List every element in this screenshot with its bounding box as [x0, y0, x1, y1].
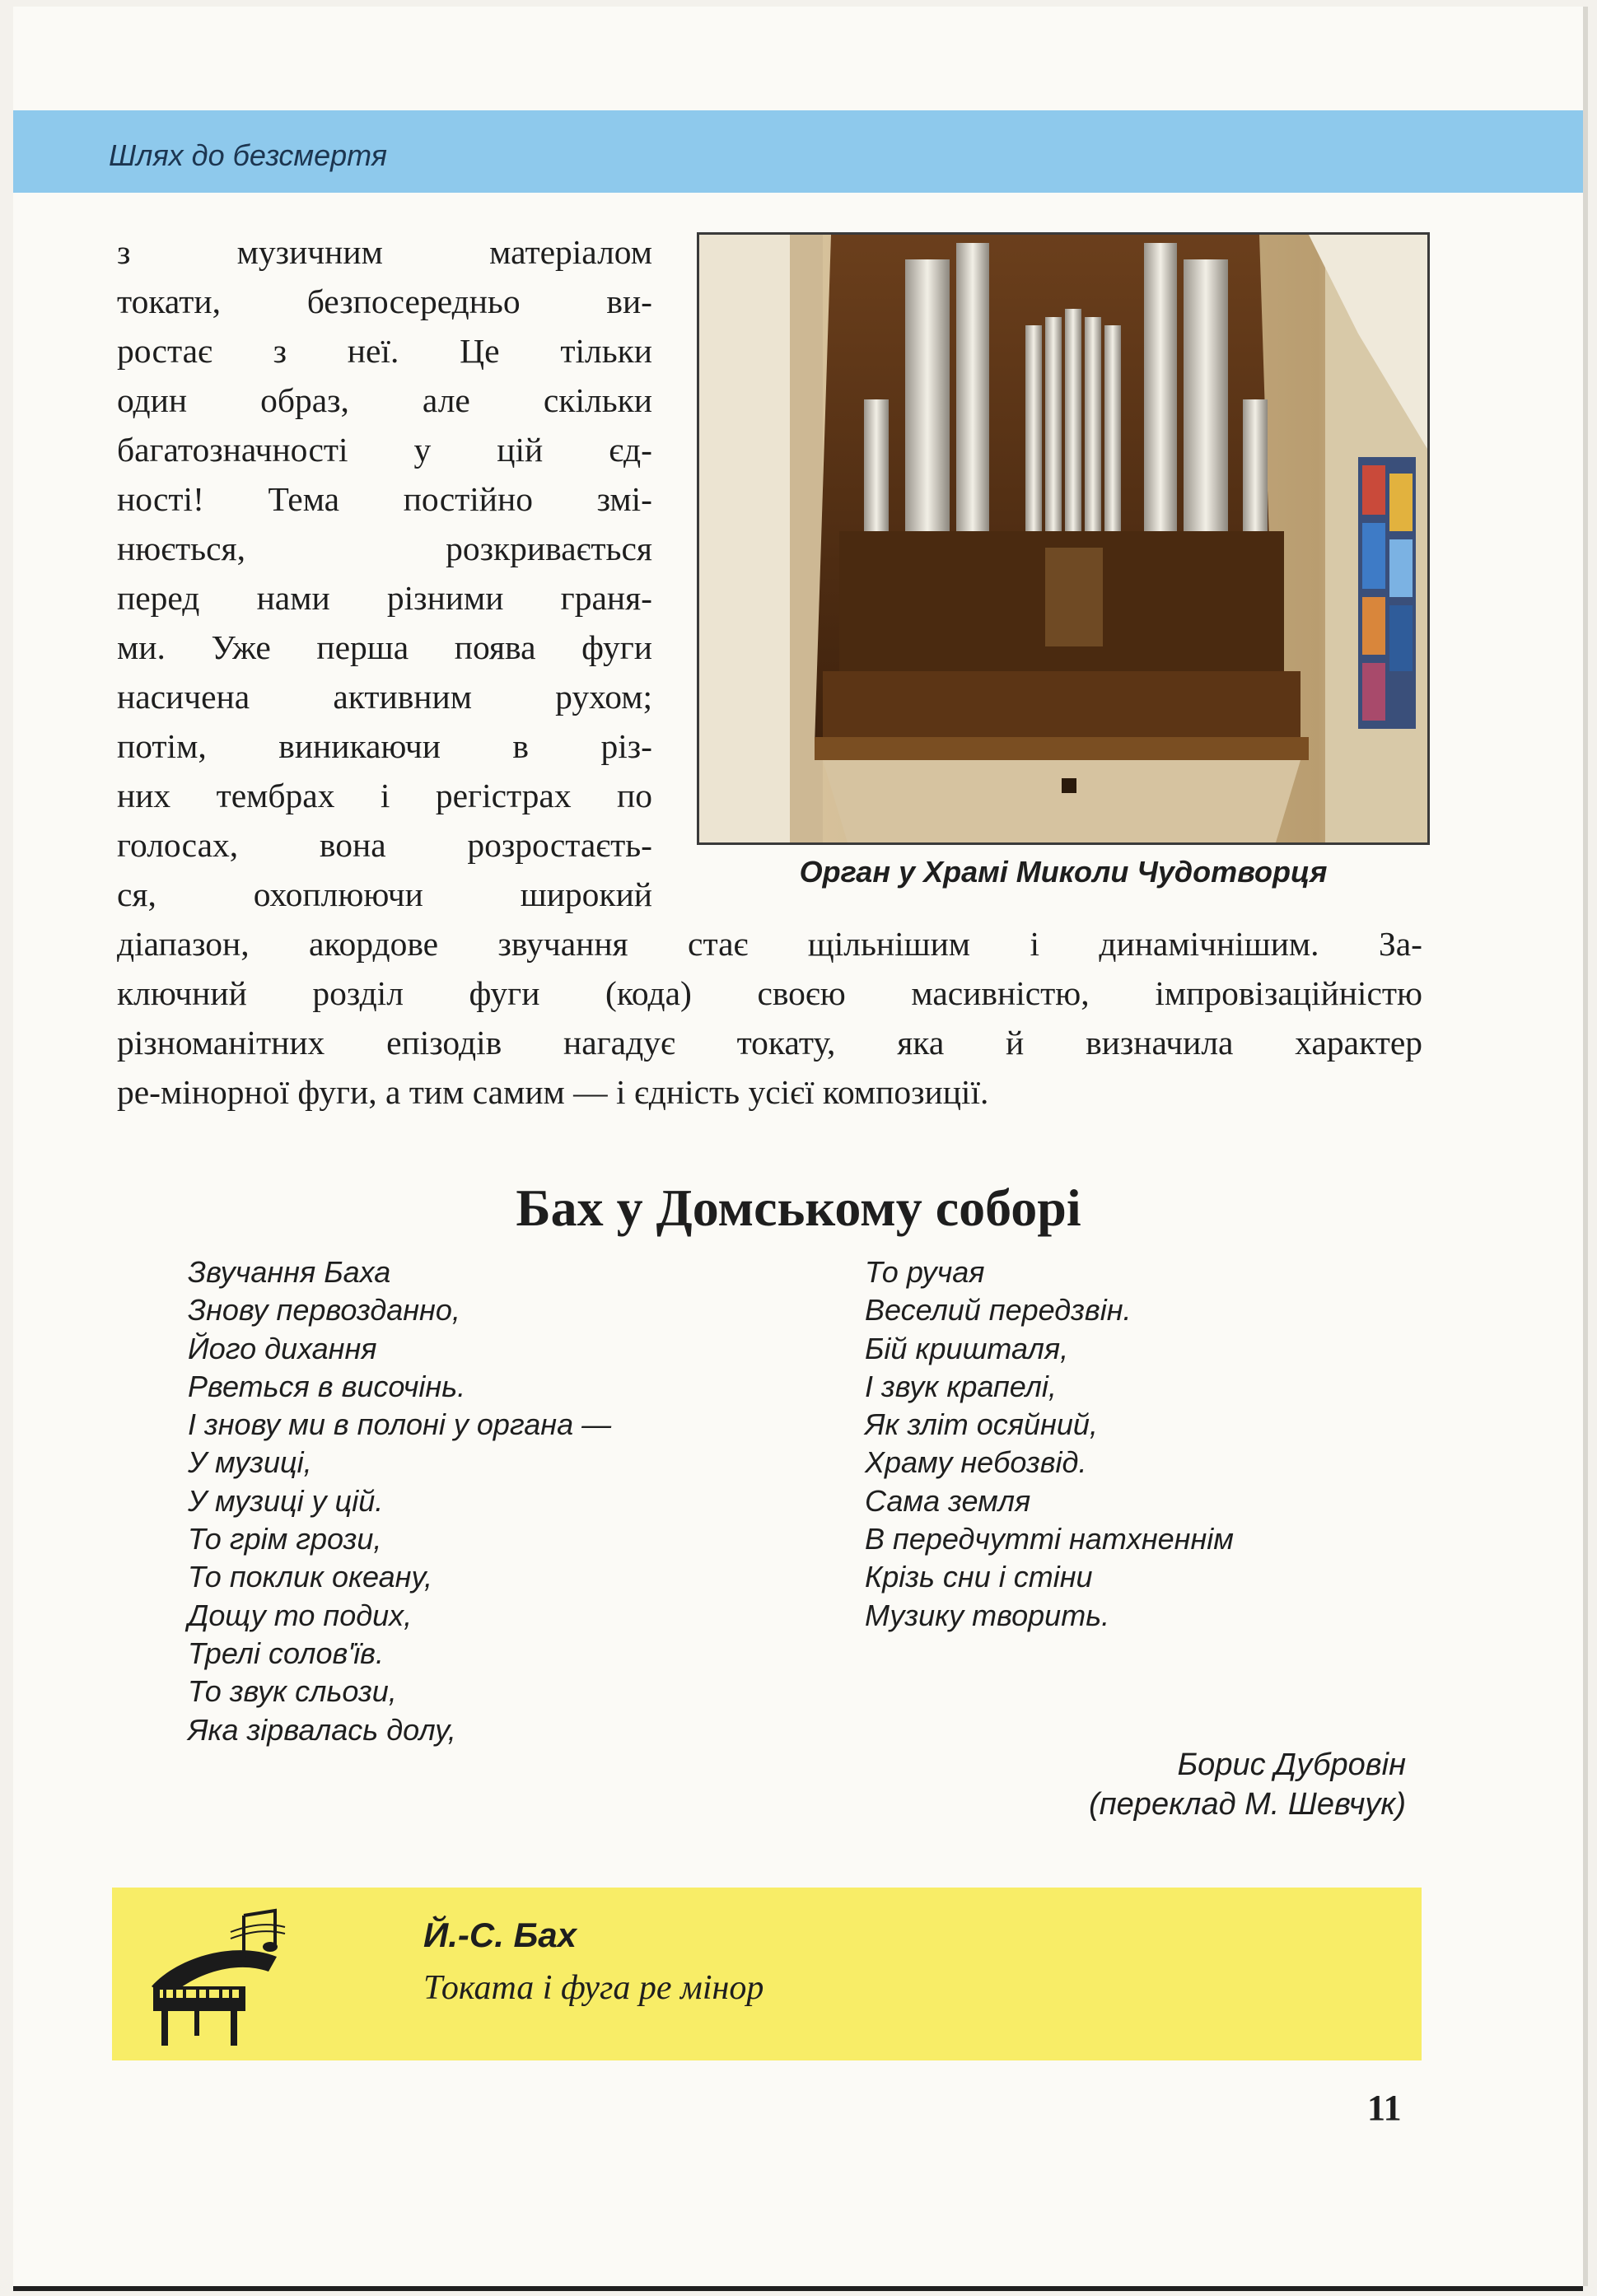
poem-line: Знову первозданно, — [188, 1293, 460, 1328]
poem-line: Трелі солов'їв. — [188, 1636, 384, 1670]
poem-line: В передчутті натхненнім — [865, 1522, 1234, 1556]
organ-photo — [697, 232, 1430, 845]
poem-line: Храму небозвід. — [865, 1445, 1087, 1480]
poem-line: Крізь сни і стіни — [865, 1560, 1093, 1594]
body-text-line: різноманітних епізодів нагадує токату, яка й визначила характер — [117, 1024, 1422, 1062]
poem-column-right — [865, 1253, 1234, 1635]
body-text-full — [117, 919, 1422, 1117]
photo-caption: Орган у Храмі Миколи Чудотворця — [799, 855, 1328, 889]
poem-title: Бах у Домському соборі — [516, 1178, 1081, 1237]
poem-line: І звук крапелі, — [865, 1369, 1057, 1403]
body-text-line: потім, виникаючи в різ- — [117, 727, 652, 765]
listening-box — [112, 1888, 1422, 2060]
listening-composer: Й.-С. Бах — [423, 1916, 577, 1954]
body-text-line: насичена активним рухом; — [117, 678, 652, 716]
body-text-line: голосах, вона розростаєть- — [117, 826, 652, 864]
poem-line: Його дихання — [188, 1331, 377, 1365]
piano-music-icon — [145, 1907, 289, 2051]
poem-line: То звук сльози, — [188, 1674, 397, 1709]
poem-line: То поклик океану, — [188, 1560, 433, 1594]
poem-line: Музику творить. — [865, 1598, 1110, 1632]
poem-line: У музиці у цій. — [188, 1483, 384, 1518]
body-text-line: ключний розділ фуги (кода) своєю масивністю, імпровізаційністю — [117, 974, 1422, 1012]
poem-line: У музиці, — [188, 1445, 312, 1480]
body-text-line: ності! Тема постійно змі- — [117, 480, 652, 518]
body-text-wrapped — [117, 227, 652, 919]
poem-translator: (переклад М. Шевчук) — [1089, 1787, 1406, 1822]
body-text-line: ми. Уже перша поява фуги — [117, 628, 652, 666]
poem-line: І знову ми в полоні у органа — — [188, 1407, 612, 1442]
body-text-line: них тембрах і регістрах по — [117, 777, 652, 814]
body-text-line: токати, безпосередньо ви- — [117, 282, 652, 320]
poem-line: Звучання Баха — [188, 1255, 391, 1289]
body-text-line: перед нами різними граня- — [117, 579, 652, 617]
poem-line: Яка зірвалась долу, — [188, 1712, 456, 1747]
body-text-line: ре-мінорної фуги, а тим самим — і єдність усієї композиції. — [117, 1073, 989, 1111]
poem-line: Дощу то подих, — [188, 1598, 413, 1632]
body-text-line: ростає з неї. Це тільки — [117, 332, 652, 370]
poem-line: То грім грози, — [188, 1522, 382, 1556]
body-text-line: діапазон, акордове звучання стає щільнішим і динамічнішим. За- — [117, 925, 1422, 963]
poem-line: То ручая — [865, 1255, 985, 1289]
poem-line: Веселий передзвін. — [865, 1293, 1132, 1328]
body-text-line: нюється, розкривається — [117, 530, 652, 567]
listening-work-title: Токата і фуга ре мінор — [423, 1969, 764, 2007]
section-header-title: Шлях до безсмертя — [109, 138, 387, 172]
body-text-line: ся, охоплюючи широкий — [117, 875, 652, 913]
poem-line: Бій кришталя, — [865, 1331, 1069, 1365]
body-text-line: один образ, але скільки — [117, 381, 652, 419]
body-text-line: багатозначності у цій єд- — [117, 431, 652, 469]
poem-line: Рветься в височінь. — [188, 1369, 466, 1403]
poem-column-left — [188, 1253, 611, 1749]
poem-author: Борис Дубровін — [1177, 1748, 1406, 1782]
page-number: 11 — [1367, 2088, 1402, 2128]
poem-line: Сама земля — [865, 1483, 1031, 1518]
body-text-line: з музичним матеріалом — [117, 233, 652, 271]
poem-line: Як зліт осяйний, — [865, 1407, 1098, 1442]
